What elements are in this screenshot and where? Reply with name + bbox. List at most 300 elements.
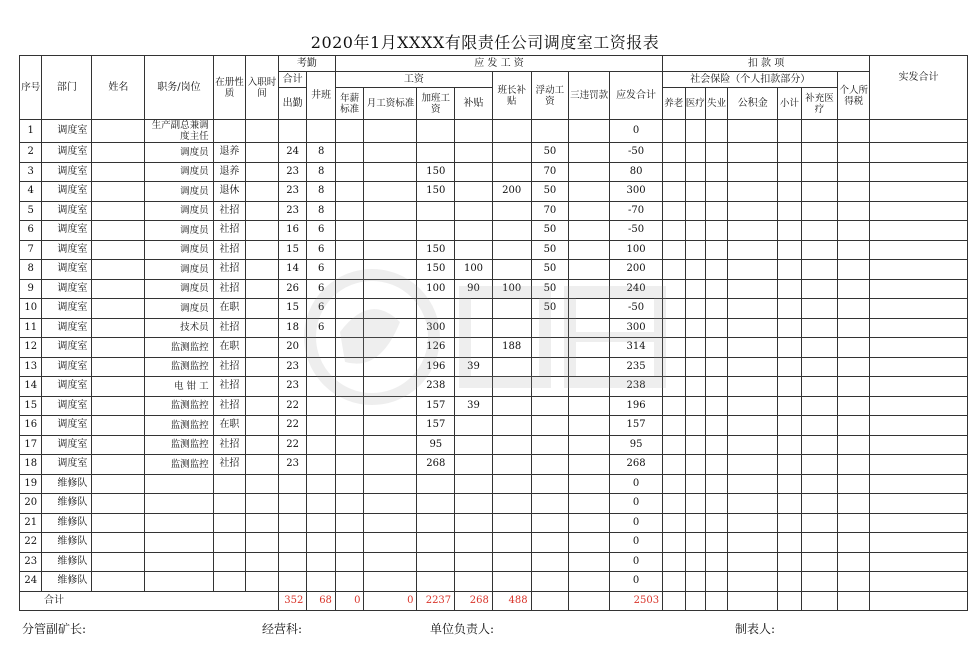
cell-status: 社招 xyxy=(213,201,246,221)
cell-entry xyxy=(246,357,279,377)
cell-floating: 50 xyxy=(531,221,569,241)
cell-seq: 3 xyxy=(20,162,42,182)
cell-monthly-std xyxy=(364,240,417,260)
cell-leader-subsidy xyxy=(492,533,531,553)
cell-attendance: 23 xyxy=(278,182,307,202)
cell-leader-subsidy xyxy=(492,221,531,241)
cell-annual-std xyxy=(335,533,364,553)
cell-penalty xyxy=(569,240,610,260)
cell-seq: 16 xyxy=(20,416,42,436)
table-row xyxy=(20,357,968,377)
cell-tax xyxy=(838,143,870,163)
cell-penalty xyxy=(569,513,610,533)
cell-annual-std xyxy=(335,279,364,299)
cell-pension xyxy=(663,162,685,182)
cell-payable-total: 314 xyxy=(610,338,663,358)
table-row xyxy=(20,513,968,533)
cell-well-shift xyxy=(307,474,336,494)
cell-penalty xyxy=(569,143,610,163)
cell-monthly-std xyxy=(364,494,417,514)
header-deduction: 扣 款 项 xyxy=(663,56,870,72)
cell-payable-total: 0 xyxy=(610,474,663,494)
totals-row xyxy=(20,591,968,611)
signature-footer xyxy=(0,620,970,640)
cell-leader-subsidy xyxy=(492,260,531,280)
table-row xyxy=(20,435,968,455)
cell-annual-std xyxy=(335,396,364,416)
cell-payable-total: -50 xyxy=(610,221,663,241)
totals-leader-subsidy: 488 xyxy=(492,591,531,611)
table-row xyxy=(20,143,968,163)
cell-supp-medical xyxy=(801,120,838,143)
cell-subtotal xyxy=(778,357,801,377)
cell-attendance: 15 xyxy=(278,299,307,319)
cell-entry xyxy=(246,494,279,514)
cell-housing xyxy=(728,455,778,475)
cell-well-shift xyxy=(307,494,336,514)
cell-penalty xyxy=(569,201,610,221)
cell-position: 调度员 xyxy=(145,162,213,182)
cell-subsidy xyxy=(455,143,493,163)
cell-well-shift xyxy=(307,416,336,436)
cell-name xyxy=(92,279,145,299)
cell-unemployment xyxy=(705,396,727,416)
cell-tax xyxy=(838,221,870,241)
cell-pension xyxy=(663,435,685,455)
cell-payable-total: 268 xyxy=(610,455,663,475)
cell-net xyxy=(870,240,968,260)
cell-tax xyxy=(838,494,870,514)
cell-monthly-std xyxy=(364,260,417,280)
cell-payable-total: 0 xyxy=(610,120,663,143)
cell-name xyxy=(92,416,145,436)
cell-annual-std xyxy=(335,182,364,202)
totals-empty-cell xyxy=(685,591,705,611)
cell-tax xyxy=(838,120,870,143)
footer-unit-head: 单位负责人: xyxy=(430,622,495,636)
cell-leader-subsidy xyxy=(492,377,531,397)
cell-dept: 调度室 xyxy=(42,318,92,338)
cell-annual-std xyxy=(335,318,364,338)
header-housing: 公积金 xyxy=(728,88,778,120)
cell-subtotal xyxy=(778,416,801,436)
footer-business: 经营科: xyxy=(262,622,303,636)
cell-dept: 调度室 xyxy=(42,201,92,221)
cell-overtime: 268 xyxy=(417,455,455,475)
cell-overtime xyxy=(417,201,455,221)
table-row xyxy=(20,260,968,280)
cell-seq: 24 xyxy=(20,572,42,592)
cell-housing xyxy=(728,377,778,397)
cell-subtotal xyxy=(778,572,801,592)
cell-subsidy xyxy=(455,318,493,338)
cell-medical xyxy=(685,162,705,182)
cell-net xyxy=(870,201,968,221)
cell-monthly-std xyxy=(364,533,417,553)
table-row xyxy=(20,377,968,397)
cell-floating xyxy=(531,455,569,475)
table-row xyxy=(20,240,968,260)
table-row xyxy=(20,416,968,436)
cell-overtime: 150 xyxy=(417,260,455,280)
cell-payable-total: 0 xyxy=(610,533,663,553)
cell-seq: 4 xyxy=(20,182,42,202)
cell-dept: 维修队 xyxy=(42,533,92,553)
cell-monthly-std xyxy=(364,435,417,455)
table-row xyxy=(20,221,968,241)
cell-subsidy xyxy=(455,533,493,553)
cell-seq: 11 xyxy=(20,318,42,338)
cell-net xyxy=(870,182,968,202)
cell-entry xyxy=(246,435,279,455)
cell-pension xyxy=(663,338,685,358)
cell-subtotal xyxy=(778,201,801,221)
header-status: 在册性质 xyxy=(213,56,246,120)
cell-subtotal xyxy=(778,396,801,416)
cell-dept: 调度室 xyxy=(42,162,92,182)
cell-position: 监测监控 xyxy=(145,455,213,475)
cell-overtime: 157 xyxy=(417,416,455,436)
cell-net xyxy=(870,279,968,299)
cell-payable-total: 300 xyxy=(610,182,663,202)
cell-leader-subsidy xyxy=(492,162,531,182)
cell-tax xyxy=(838,513,870,533)
header-unemployment: 失业 xyxy=(705,88,727,120)
cell-tax xyxy=(838,182,870,202)
cell-floating: 50 xyxy=(531,279,569,299)
cell-net xyxy=(870,143,968,163)
cell-unemployment xyxy=(705,143,727,163)
cell-net xyxy=(870,435,968,455)
cell-supp-medical xyxy=(801,513,838,533)
cell-penalty xyxy=(569,377,610,397)
cell-seq: 10 xyxy=(20,299,42,319)
cell-subsidy xyxy=(455,572,493,592)
cell-tax xyxy=(838,533,870,553)
cell-status xyxy=(213,494,246,514)
cell-position: 调度员 xyxy=(145,201,213,221)
cell-housing xyxy=(728,318,778,338)
cell-seq: 23 xyxy=(20,552,42,572)
cell-attendance: 22 xyxy=(278,435,307,455)
cell-leader-subsidy xyxy=(492,474,531,494)
cell-overtime xyxy=(417,120,455,143)
cell-tax xyxy=(838,299,870,319)
totals-subsidy: 268 xyxy=(455,591,493,611)
cell-leader-subsidy xyxy=(492,240,531,260)
cell-net xyxy=(870,396,968,416)
cell-supp-medical xyxy=(801,396,838,416)
cell-tax xyxy=(838,279,870,299)
totals-empty-cell xyxy=(728,591,778,611)
cell-unemployment xyxy=(705,494,727,514)
totals-monthly-std: 0 xyxy=(364,591,417,611)
cell-well-shift: 8 xyxy=(307,143,336,163)
cell-status xyxy=(213,120,246,143)
cell-subtotal xyxy=(778,221,801,241)
header-att-out: 出勤 xyxy=(278,88,307,120)
cell-annual-std xyxy=(335,455,364,475)
cell-subtotal xyxy=(778,279,801,299)
cell-seq: 6 xyxy=(20,221,42,241)
table-row xyxy=(20,318,968,338)
cell-housing xyxy=(728,474,778,494)
cell-unemployment xyxy=(705,455,727,475)
cell-entry xyxy=(246,377,279,397)
cell-status: 在职 xyxy=(213,299,246,319)
cell-overtime: 196 xyxy=(417,357,455,377)
cell-medical xyxy=(685,182,705,202)
cell-leader-subsidy xyxy=(492,143,531,163)
cell-housing xyxy=(728,279,778,299)
cell-overtime xyxy=(417,494,455,514)
cell-unemployment xyxy=(705,572,727,592)
table-row xyxy=(20,120,968,143)
totals-payable-total: 2503 xyxy=(610,591,663,611)
cell-housing xyxy=(728,338,778,358)
cell-floating xyxy=(531,357,569,377)
cell-floating xyxy=(531,435,569,455)
cell-position: 调度员 xyxy=(145,143,213,163)
cell-dept: 维修队 xyxy=(42,494,92,514)
cell-floating xyxy=(531,474,569,494)
cell-well-shift xyxy=(307,513,336,533)
cell-dept: 调度室 xyxy=(42,182,92,202)
cell-well-shift xyxy=(307,396,336,416)
cell-status: 退养 xyxy=(213,162,246,182)
cell-supp-medical xyxy=(801,357,838,377)
cell-medical xyxy=(685,221,705,241)
cell-unemployment xyxy=(705,120,727,143)
cell-subtotal xyxy=(778,182,801,202)
cell-subtotal xyxy=(778,494,801,514)
header-subsidy: 补贴 xyxy=(455,88,493,120)
cell-housing xyxy=(728,435,778,455)
cell-payable-total: 100 xyxy=(610,240,663,260)
header-payable-total: 应发合计 xyxy=(610,72,663,120)
header-floating: 浮动工资 xyxy=(531,72,569,120)
header-penalty: 三违罚款 xyxy=(569,72,610,120)
cell-medical xyxy=(685,299,705,319)
cell-medical xyxy=(685,455,705,475)
table-row xyxy=(20,338,968,358)
cell-net xyxy=(870,474,968,494)
cell-tax xyxy=(838,357,870,377)
cell-subsidy xyxy=(455,299,493,319)
header-payable: 应 发 工 资 xyxy=(335,56,662,72)
cell-housing xyxy=(728,572,778,592)
cell-attendance: 18 xyxy=(278,318,307,338)
cell-subsidy xyxy=(455,338,493,358)
cell-payable-total: 95 xyxy=(610,435,663,455)
cell-name xyxy=(92,377,145,397)
cell-attendance: 22 xyxy=(278,396,307,416)
cell-subtotal xyxy=(778,299,801,319)
cell-status xyxy=(213,513,246,533)
cell-annual-std xyxy=(335,221,364,241)
cell-annual-std xyxy=(335,435,364,455)
cell-well-shift xyxy=(307,533,336,553)
cell-attendance: 20 xyxy=(278,338,307,358)
cell-name xyxy=(92,552,145,572)
cell-leader-subsidy xyxy=(492,357,531,377)
cell-name xyxy=(92,120,145,143)
cell-subtotal xyxy=(778,377,801,397)
cell-tax xyxy=(838,377,870,397)
cell-monthly-std xyxy=(364,143,417,163)
cell-position: 监测监控 xyxy=(145,396,213,416)
table-row xyxy=(20,474,968,494)
cell-annual-std xyxy=(335,513,364,533)
cell-monthly-std xyxy=(364,162,417,182)
cell-medical xyxy=(685,338,705,358)
cell-net xyxy=(870,260,968,280)
cell-housing xyxy=(728,201,778,221)
cell-status: 社招 xyxy=(213,240,246,260)
header-att-total: 合计 xyxy=(278,72,307,88)
cell-dept: 维修队 xyxy=(42,513,92,533)
cell-net xyxy=(870,552,968,572)
cell-annual-std xyxy=(335,572,364,592)
cell-housing xyxy=(728,120,778,143)
cell-payable-total: 80 xyxy=(610,162,663,182)
cell-penalty xyxy=(569,357,610,377)
totals-empty-cell xyxy=(838,591,870,611)
cell-dept: 调度室 xyxy=(42,240,92,260)
totals-empty-cell xyxy=(778,591,801,611)
cell-monthly-std xyxy=(364,120,417,143)
cell-unemployment xyxy=(705,377,727,397)
cell-medical xyxy=(685,120,705,143)
cell-supp-medical xyxy=(801,455,838,475)
cell-net xyxy=(870,357,968,377)
cell-position: 调度员 xyxy=(145,279,213,299)
cell-penalty xyxy=(569,299,610,319)
cell-dept: 调度室 xyxy=(42,416,92,436)
cell-monthly-std xyxy=(364,279,417,299)
cell-subsidy: 100 xyxy=(455,260,493,280)
cell-medical xyxy=(685,143,705,163)
cell-monthly-std xyxy=(364,299,417,319)
cell-net xyxy=(870,299,968,319)
cell-net xyxy=(870,120,968,143)
cell-subtotal xyxy=(778,513,801,533)
cell-floating xyxy=(531,416,569,436)
cell-seq: 18 xyxy=(20,455,42,475)
cell-name xyxy=(92,338,145,358)
cell-position: 调度员 xyxy=(145,240,213,260)
cell-name xyxy=(92,318,145,338)
cell-overtime xyxy=(417,474,455,494)
cell-medical xyxy=(685,357,705,377)
cell-tax xyxy=(838,474,870,494)
cell-dept: 维修队 xyxy=(42,552,92,572)
header-name: 姓名 xyxy=(92,56,145,120)
cell-leader-subsidy xyxy=(492,513,531,533)
cell-monthly-std xyxy=(364,318,417,338)
cell-annual-std xyxy=(335,299,364,319)
cell-pension xyxy=(663,474,685,494)
cell-supp-medical xyxy=(801,162,838,182)
cell-status xyxy=(213,474,246,494)
cell-pension xyxy=(663,513,685,533)
cell-subsidy xyxy=(455,240,493,260)
cell-name xyxy=(92,474,145,494)
cell-name xyxy=(92,299,145,319)
footer-vice-director: 分管副矿长: xyxy=(22,622,87,636)
cell-housing xyxy=(728,221,778,241)
cell-name xyxy=(92,162,145,182)
cell-entry xyxy=(246,201,279,221)
cell-floating: 50 xyxy=(531,260,569,280)
cell-tax xyxy=(838,396,870,416)
cell-entry xyxy=(246,533,279,553)
cell-monthly-std xyxy=(364,377,417,397)
cell-payable-total: 0 xyxy=(610,513,663,533)
cell-dept: 调度室 xyxy=(42,455,92,475)
cell-medical xyxy=(685,416,705,436)
cell-unemployment xyxy=(705,416,727,436)
cell-medical xyxy=(685,201,705,221)
cell-tax xyxy=(838,435,870,455)
cell-annual-std xyxy=(335,494,364,514)
cell-entry xyxy=(246,513,279,533)
cell-subsidy: 39 xyxy=(455,357,493,377)
cell-medical xyxy=(685,377,705,397)
cell-well-shift xyxy=(307,552,336,572)
table-row xyxy=(20,299,968,319)
cell-entry xyxy=(246,143,279,163)
cell-net xyxy=(870,338,968,358)
cell-entry xyxy=(246,162,279,182)
cell-attendance: 23 xyxy=(278,357,307,377)
cell-status: 社招 xyxy=(213,260,246,280)
cell-leader-subsidy xyxy=(492,572,531,592)
cell-well-shift xyxy=(307,357,336,377)
cell-monthly-std xyxy=(364,513,417,533)
cell-tax xyxy=(838,162,870,182)
header-well-shift: 井班 xyxy=(307,72,336,120)
cell-supp-medical xyxy=(801,377,838,397)
cell-attendance: 24 xyxy=(278,143,307,163)
cell-dept: 调度室 xyxy=(42,299,92,319)
cell-housing xyxy=(728,299,778,319)
cell-floating xyxy=(531,396,569,416)
cell-status: 社招 xyxy=(213,435,246,455)
cell-dept: 调度室 xyxy=(42,435,92,455)
cell-subsidy xyxy=(455,221,493,241)
cell-status: 社招 xyxy=(213,318,246,338)
cell-pension xyxy=(663,120,685,143)
cell-pension xyxy=(663,396,685,416)
header-medical: 医疗 xyxy=(685,88,705,120)
table-row xyxy=(20,201,968,221)
cell-name xyxy=(92,533,145,553)
cell-pension xyxy=(663,455,685,475)
cell-name xyxy=(92,455,145,475)
cell-attendance: 22 xyxy=(278,416,307,436)
cell-medical xyxy=(685,435,705,455)
cell-name xyxy=(92,494,145,514)
cell-payable-total: 200 xyxy=(610,260,663,280)
cell-position: 监测监控 xyxy=(145,338,213,358)
cell-name xyxy=(92,201,145,221)
cell-pension xyxy=(663,416,685,436)
header-social: 社会保险（个人扣款部分） xyxy=(663,72,838,88)
cell-subsidy xyxy=(455,201,493,221)
cell-well-shift xyxy=(307,120,336,143)
cell-well-shift: 8 xyxy=(307,162,336,182)
